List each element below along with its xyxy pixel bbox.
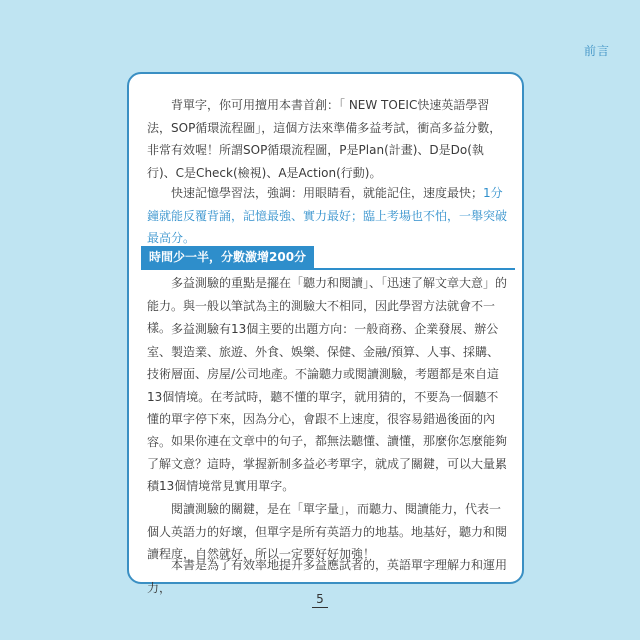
paragraph-2-text: 快速記憶學習法，強調：用眼睛看，就能記住，速度最快； (171, 186, 484, 200)
content-card (127, 72, 524, 595)
paragraph-7: 本書是為了有效率地提升多益應試者的，英語單字理解力和運用力， (147, 558, 508, 595)
paragraph-3: 多益測驗的重點是擺在「聽力和閱讀」、「迅速了解文章大意」的能力。與一般以筆試為主的測驗大不相同，因此學習方法就會不一樣。 (147, 276, 508, 335)
page-number-underline (312, 607, 328, 608)
paragraph-6: 閱讀測驗的關鍵，是在「單字量」，而聽力、閱讀能力，代表一個人英語力的好壞，但單字是所有英語力的地基。地基好，聽力和閱讀程度，自然就好，所以一定要好好加強！ (147, 502, 508, 561)
paragraph-2 (147, 182, 507, 250)
chapter-label: 前言 (583, 44, 610, 58)
paragraph-4: 多益測驗有13個主要的出題方向：一般商務、企業發展、辦公室、製造業、旅遊、外食、娛樂、保健、金融/預算、人事、採購、技術層面、房屋/公司地產。不論聽力或閱讀測驗，考題都是來自這13個情境。在考試時，聽不懂的單字，就用猜的，不要為一個聽不懂的單字停下來，因為分心，會跟不上速度，很容易錯過後面的內容。 (147, 322, 500, 449)
paragraph-1: 背單字，你可用擅用本書首創：「 NEW TOEIC快速英語學習法，SOP循環流程圖」，這個方法來準備多益考試，衝高多益分數，非常有效喔！所謂SOP循環流程圖，P是Plan(計畫)、D是Do(執行)、C是Check(檢視)、A是Action(行動)。 (147, 98, 502, 180)
section-title: 時間少一半，分數激增200分 (141, 246, 314, 268)
page-number: 5 (316, 592, 324, 606)
section-heading-bar (141, 246, 515, 270)
paragraph-2-highlight: 1分鐘就能反覆背誦，記憶最強、實力最好；臨上考場也不怕，一舉突破最高分。 (147, 186, 508, 245)
paragraph-5: 如果你連在文章中的句子，都無法聽懂、讀懂，那麼你怎麼能夠了解文意？這時，掌握新制多益必考單字，就成了關鍵，可以大量累積13個情境常見實用單字。 (147, 434, 508, 493)
